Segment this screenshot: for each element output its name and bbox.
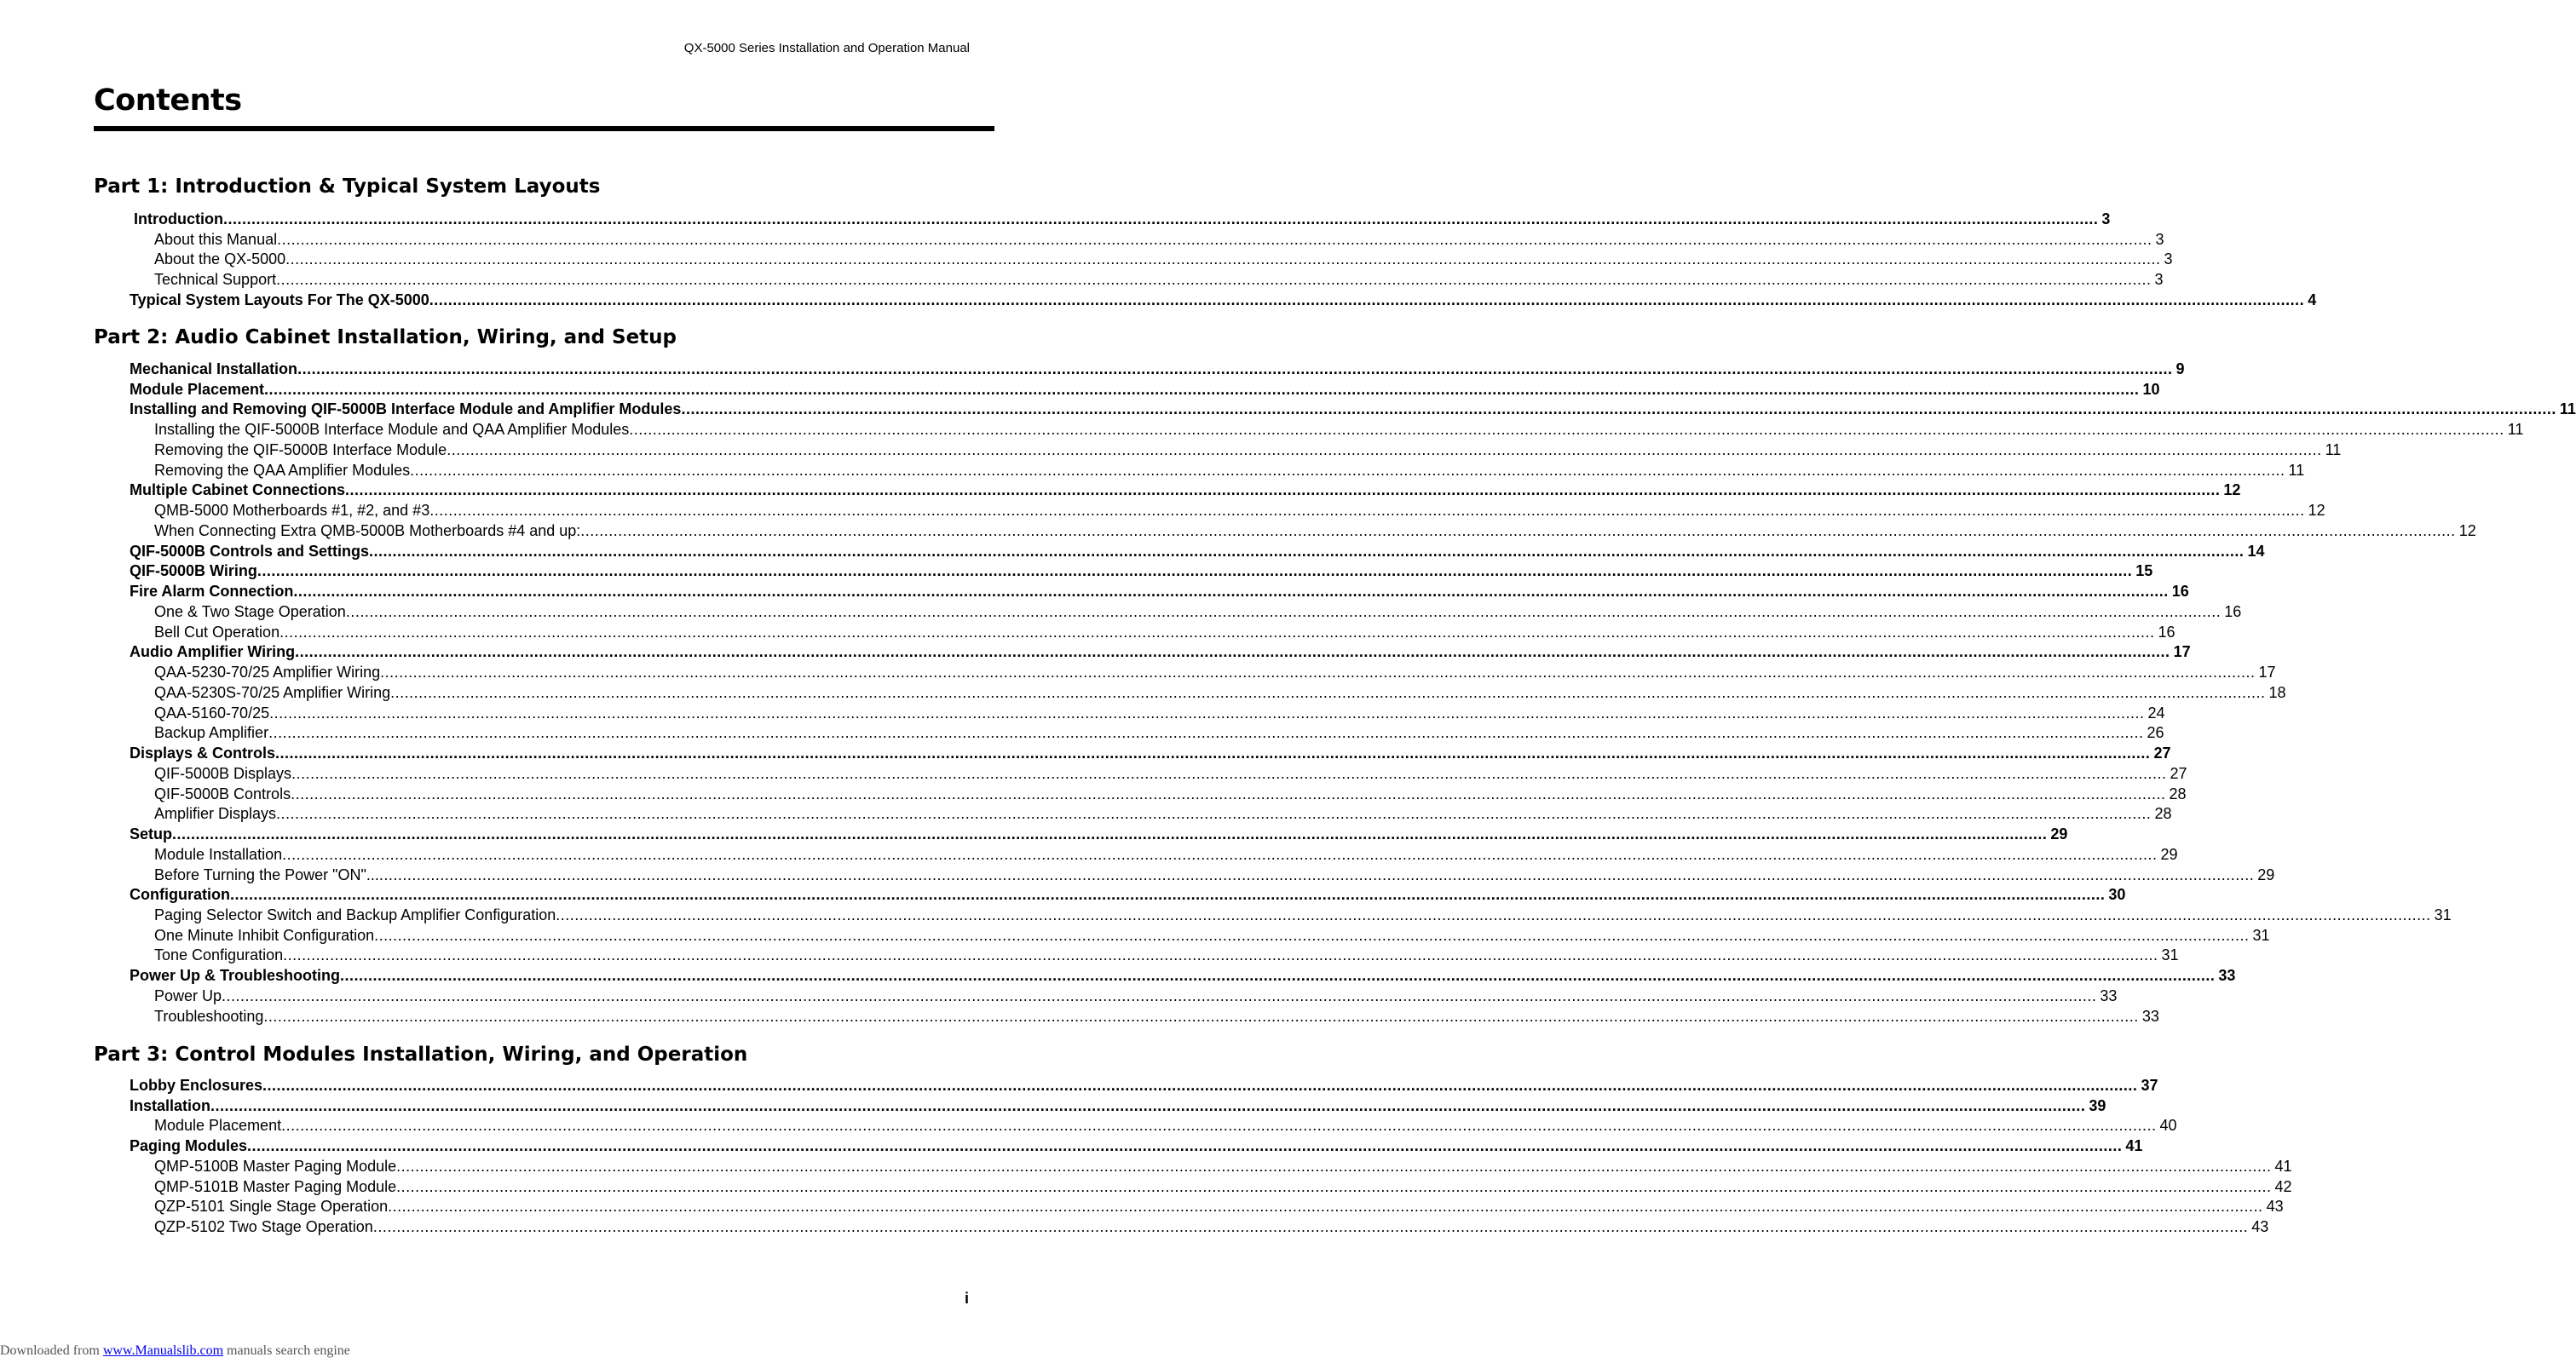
toc-subentry[interactable] [154,803,2172,824]
toc-page-number: 11 [2325,441,2342,458]
toc-leader-dots: ................................................................................................................................................................................................................................................................................................................................................................................................................ [264,381,2140,398]
toc-entry-label: Mechanical Installation [130,360,298,377]
toc-page-number: 33 [2100,987,2118,1004]
toc-entry-label: Setup [130,825,173,843]
toc-entry-label: QIF-5000B Displays [154,765,292,782]
footer-prefix: Downloaded from [0,1343,103,1358]
toc-entry[interactable] [130,359,2185,379]
toc-entry-label: Backup Amplifier [154,724,269,741]
toc-subentry[interactable] [154,986,2118,1006]
toc-subentry[interactable] [154,229,2164,250]
part-3-title: Part 3: Control Modules Installation, Wiring, and Operation [94,1044,748,1066]
toc-entry[interactable] [130,561,2153,581]
toc-entry-label: Before Turning the Power "ON"... [154,866,379,883]
toc-entry-label: Module Placement [154,1117,282,1134]
toc-leader-dots: ................................................................................................................................................................................................................................................................................................................................................................................................................ [210,1097,2086,1114]
toc-page-number: 37 [2141,1077,2158,1094]
toc-page-number: 3 [2164,250,2173,267]
toc-page-number: 16 [2224,603,2242,620]
toc-leader-dots: ................................................................................................................................................................................................................................................................................................................................................................................................................ [447,441,2322,458]
toc-leader-dots: ................................................................................................................................................................................................................................................................................................................................................................................................................ [279,624,2155,641]
toc-entry-label: About this Manual [154,231,278,248]
toc-subentry[interactable] [154,722,2164,743]
download-footer [0,1343,350,1359]
toc-subentry[interactable] [154,662,2276,682]
toc-page-number: 31 [2252,927,2270,944]
toc-subentry[interactable] [154,703,2165,723]
toc-entry-label: Power Up [154,987,222,1004]
toc-page-number: 43 [2251,1218,2269,1235]
toc-leader-dots: ................................................................................................................................................................................................................................................................................................................................................................................................................ [340,967,2216,984]
toc-leader-dots: ................................................................................................................................................................................................................................................................................................................................................................................................................ [269,705,2145,722]
toc-page-number: 16 [2171,583,2189,600]
toc-leader-dots: ................................................................................................................................................................................................................................................................................................................................................................................................................ [222,987,2097,1004]
toc-entry-label: Module Placement [130,381,265,398]
toc-page-number: 30 [2108,886,2126,903]
toc-subentry[interactable] [154,945,2179,965]
toc-leader-dots: ................................................................................................................................................................................................................................................................................................................................................................................................................ [390,684,2266,701]
toc-page-number: 18 [2268,684,2286,701]
toc-subentry[interactable] [154,1006,2159,1027]
running-header: QX-5000 Series Installation and Operation Manual [683,41,970,55]
toc-leader-dots: ................................................................................................................................................................................................................................................................................................................................................................................................................ [256,562,2133,579]
toc-entry-label: Installation [130,1097,211,1114]
toc-entry-label: QAA-5230-70/25 Amplifier Wiring [154,664,381,681]
toc-entry-label: QMB-5000 Motherboards #1, #2, and #3 [154,502,430,519]
toc-entry-label: Installing and Removing QIF-5000B Interface Module and Amplifier Modules [130,400,682,417]
toc-page-number: 26 [2147,724,2164,741]
toc-leader-dots: ................................................................................................................................................................................................................................................................................................................................................................................................................ [396,1178,2272,1195]
toc-subentry[interactable] [154,763,2187,784]
toc-page-number: 29 [2160,846,2178,863]
toc-entry-label: Tone Configuration [154,946,284,963]
toc-leader-dots: ................................................................................................................................................................................................................................................................................................................................................................................................................ [396,1158,2272,1175]
toc-subentry[interactable] [154,1196,2284,1216]
toc-page-number: 40 [2159,1117,2177,1134]
toc-entry[interactable] [130,1075,2158,1096]
toc-page-number: 43 [2266,1198,2284,1215]
toc-leader-dots: ................................................................................................................................................................................................................................................................................................................................................................................................................ [281,1117,2157,1134]
toc-leader-dots: ................................................................................................................................................................................................................................................................................................................................................................................................................ [297,360,2173,377]
toc-entry-label: QAA-5160-70/25 [154,705,270,722]
toc-page-number: 12 [2458,522,2476,539]
toc-leader-dots: ................................................................................................................................................................................................................................................................................................................................................................................................................ [277,231,2152,248]
part-2-title: Part 2: Audio Cabinet Installation, Wiring, and Setup [94,326,677,348]
toc-entry[interactable] [130,379,2160,400]
toc-page-number: 27 [2153,745,2171,762]
toc-page-number: 11 [2507,421,2524,438]
toc-leader-dots: ................................................................................................................................................................................................................................................................................................................................................................................................................ [580,522,2456,539]
toc-entry[interactable] [130,641,2191,662]
footer-suffix: manuals search engine [223,1343,350,1358]
toc-entry-label: Typical System Layouts For The QX-5000 [130,291,429,308]
toc-leader-dots: ................................................................................................................................................................................................................................................................................................................................................................................................................ [374,927,2250,944]
toc-entry-label: Removing the QIF-5000B Interface Module [154,441,447,458]
toc-entry-label: QIF-5000B Controls and Settings [130,543,370,560]
toc-leader-dots: ................................................................................................................................................................................................................................................................................................................................................................................................................ [380,664,2256,681]
toc-leader-dots: ................................................................................................................................................................................................................................................................................................................................................................................................................ [262,1077,2138,1094]
toc-page-number: 28 [2154,805,2172,822]
toc-page-number: 12 [2308,502,2325,519]
toc-page-number: 28 [2169,785,2187,802]
toc-leader-dots: ................................................................................................................................................................................................................................................................................................................................................................................................................ [268,724,2144,741]
toc-entry[interactable] [130,581,2189,601]
toc-page-number: 39 [2089,1097,2106,1114]
toc-leader-dots: ................................................................................................................................................................................................................................................................................................................................................................................................................ [282,846,2158,863]
toc-entry[interactable] [130,824,2068,844]
toc-subentry[interactable] [154,844,2178,865]
toc-subentry[interactable] [154,500,2325,520]
toc-entry[interactable] [130,1096,2106,1116]
toc-entry-label: Removing the QAA Amplifier Modules [154,462,411,479]
toc-entry-label: QMP-5100B Master Paging Module [154,1158,397,1175]
toc-page-number: 17 [2258,664,2276,681]
toc-leader-dots: ................................................................................................................................................................................................................................................................................................................................................................................................................ [222,210,2099,227]
toc-entry-label: Audio Amplifier Wiring [130,643,296,660]
toc-entry[interactable] [130,290,2317,310]
toc-page-number: 11 [2559,400,2576,417]
toc-page-number: 41 [2274,1158,2292,1175]
page-title: Contents [94,83,242,118]
part-1-title: Part 1: Introduction & Typical System Layouts [94,175,601,198]
toc-entry[interactable] [130,541,2265,561]
toc-leader-dots: ................................................................................................................................................................................................................................................................................................................................................................................................................ [283,946,2158,963]
toc-leader-dots: ................................................................................................................................................................................................................................................................................................................................................................................................................ [172,825,2048,843]
toc-subentry[interactable] [154,1216,2269,1237]
toc-entry-label: One Minute Inhibit Configuration [154,927,375,944]
toc-page-number: 3 [2101,210,2111,227]
toc-entry[interactable] [134,209,2111,229]
toc-entry-label: When Connecting Extra QMB-5000B Motherboards #4 and up: [154,522,581,539]
toc-page-number: 31 [2434,906,2452,923]
toc-leader-dots: ................................................................................................................................................................................................................................................................................................................................................................................................................ [429,291,2305,308]
toc-entry[interactable] [130,743,2171,763]
toc-page-number: 33 [2141,1008,2159,1025]
toc-page-number: 17 [2173,643,2191,660]
toc-entry-label: Bell Cut Operation [154,624,280,641]
toc-entry-label: QAA-5230S-70/25 Amplifier Wiring [154,684,391,701]
toc-leader-dots: ................................................................................................................................................................................................................................................................................................................................................................................................................ [229,886,2106,903]
toc-subentry[interactable] [154,1156,2292,1176]
toc-entry-label: Module Installation [154,846,283,863]
toc-page-number: 29 [2257,866,2275,883]
title-rule [94,126,994,131]
toc-leader-dots: ................................................................................................................................................................................................................................................................................................................................................................................................................ [556,906,2431,923]
toc-leader-dots: ................................................................................................................................................................................................................................................................................................................................................................................................................ [429,502,2305,519]
toc-entry-label: Power Up & Troubleshooting [130,967,340,984]
toc-leader-dots: ................................................................................................................................................................................................................................................................................................................................................................................................................ [276,805,2152,822]
toc-leader-dots: ................................................................................................................................................................................................................................................................................................................................................................................................................ [345,603,2222,620]
toc-leader-dots: ................................................................................................................................................................................................................................................................................................................................................................................................................ [369,543,2245,560]
toc-page-number: 15 [2135,562,2153,579]
toc-leader-dots: ................................................................................................................................................................................................................................................................................................................................................................................................................ [410,462,2285,479]
toc-page-number: 33 [2218,967,2236,984]
toc-page-number: 3 [2154,271,2164,288]
toc-entry-label: QZP-5101 Single Stage Operation [154,1198,389,1215]
toc-subentry[interactable] [154,249,2173,269]
toc-subentry[interactable] [154,520,2476,541]
toc-leader-dots: ................................................................................................................................................................................................................................................................................................................................................................................................................ [285,250,2161,267]
toc-entry-label: One & Two Stage Operation [154,603,346,620]
toc-entry-label: Paging Modules [130,1137,248,1154]
toc-entry-label: Technical Support [154,271,277,288]
toc-page-number: 14 [2247,543,2265,560]
toc-leader-dots: ................................................................................................................................................................................................................................................................................................................................................................................................................ [345,481,2221,498]
manualslib-link[interactable]: www.Manualslib.com [102,1343,224,1358]
toc-leader-dots: ................................................................................................................................................................................................................................................................................................................................................................................................................ [372,1218,2249,1235]
toc-entry[interactable] [130,884,2126,905]
toc-page-number: 27 [2170,765,2187,782]
toc-subentry[interactable] [154,784,2187,804]
toc-entry-label: QMP-5101B Master Paging Module [154,1178,397,1195]
toc-leader-dots: ................................................................................................................................................................................................................................................................................................................................................................................................................ [291,765,2167,782]
toc-entry-label: Troubleshooting [154,1008,264,1025]
toc-page-number: 41 [2125,1137,2143,1154]
toc-page-number: 9 [2175,360,2185,377]
toc-subentry[interactable] [154,269,2164,290]
toc-page-number: 24 [2147,705,2165,722]
toc-subentry[interactable] [154,925,2270,946]
toc-subentry[interactable] [154,460,2305,480]
toc-entry-label: Introduction [134,210,223,227]
toc-entry-label: Paging Selector Switch and Backup Amplifier Configuration [154,906,556,923]
toc-subentry[interactable] [154,601,2242,622]
toc-leader-dots: ................................................................................................................................................................................................................................................................................................................................................................................................................ [629,421,2504,438]
toc-subentry[interactable] [154,440,2342,460]
toc-page-number: 16 [2158,624,2175,641]
toc-subentry[interactable] [154,865,2275,885]
toc-leader-dots: ................................................................................................................................................................................................................................................................................................................................................................................................................ [263,1008,2139,1025]
toc-subentry[interactable] [154,905,2452,925]
page-number: i [964,1290,969,1307]
toc-page-number: 10 [2142,381,2160,398]
toc-leader-dots: ................................................................................................................................................................................................................................................................................................................................................................................................................ [276,271,2152,288]
toc-entry-label: Fire Alarm Connection [130,583,294,600]
toc-entry-label: Lobby Enclosures [130,1077,263,1094]
toc-entry-label: QIF-5000B Wiring [130,562,257,579]
toc-page-number: 31 [2161,946,2179,963]
toc-entry[interactable] [130,480,2241,500]
toc-entry[interactable] [130,965,2236,986]
toc-page-number: 29 [2050,825,2068,843]
toc-entry-label: Multiple Cabinet Connections [130,481,346,498]
toc-leader-dots: ................................................................................................................................................................................................................................................................................................................................................................................................................ [293,583,2169,600]
toc-leader-dots: ................................................................................................................................................................................................................................................................................................................................................................................................................ [291,785,2166,802]
toc-entry-label: QZP-5102 Two Stage Operation [154,1218,373,1235]
toc-page-number: 4 [2308,291,2317,308]
toc-subentry[interactable] [154,419,2524,440]
toc-subentry[interactable] [154,682,2286,703]
toc-page-number: 11 [2288,462,2305,479]
toc-page-number: 42 [2274,1178,2292,1195]
toc-leader-dots: ................................................................................................................................................................................................................................................................................................................................................................................................................ [247,1137,2123,1154]
toc-entry[interactable] [130,399,2576,419]
toc-leader-dots: ................................................................................................................................................................................................................................................................................................................................................................................................................ [388,1198,2263,1215]
toc-entry-label: Installing the QIF-5000B Interface Module and QAA Amplifier Modules [154,421,630,438]
toc-entry-label: Amplifier Displays [154,805,277,822]
toc-page-number: 12 [2223,481,2241,498]
toc-entry[interactable] [130,1136,2143,1156]
toc-entry-label: Displays & Controls [130,745,276,762]
toc-leader-dots: ................................................................................................................................................................................................................................................................................................................................................................................................................ [295,643,2170,660]
toc-leader-dots: ................................................................................................................................................................................................................................................................................................................................................................................................................ [378,866,2255,883]
toc-leader-dots: ................................................................................................................................................................................................................................................................................................................................................................................................................ [275,745,2151,762]
toc-entry-label: Configuration [130,886,230,903]
toc-subentry[interactable] [154,1176,2292,1197]
toc-entry-label: About the QX-5000 [154,250,286,267]
toc-entry-label: QIF-5000B Controls [154,785,291,802]
toc-leader-dots: ................................................................................................................................................................................................................................................................................................................................................................................................................ [681,400,2556,417]
toc-subentry[interactable] [154,622,2175,642]
toc-subentry[interactable] [154,1115,2177,1136]
toc-page-number: 3 [2155,231,2164,248]
